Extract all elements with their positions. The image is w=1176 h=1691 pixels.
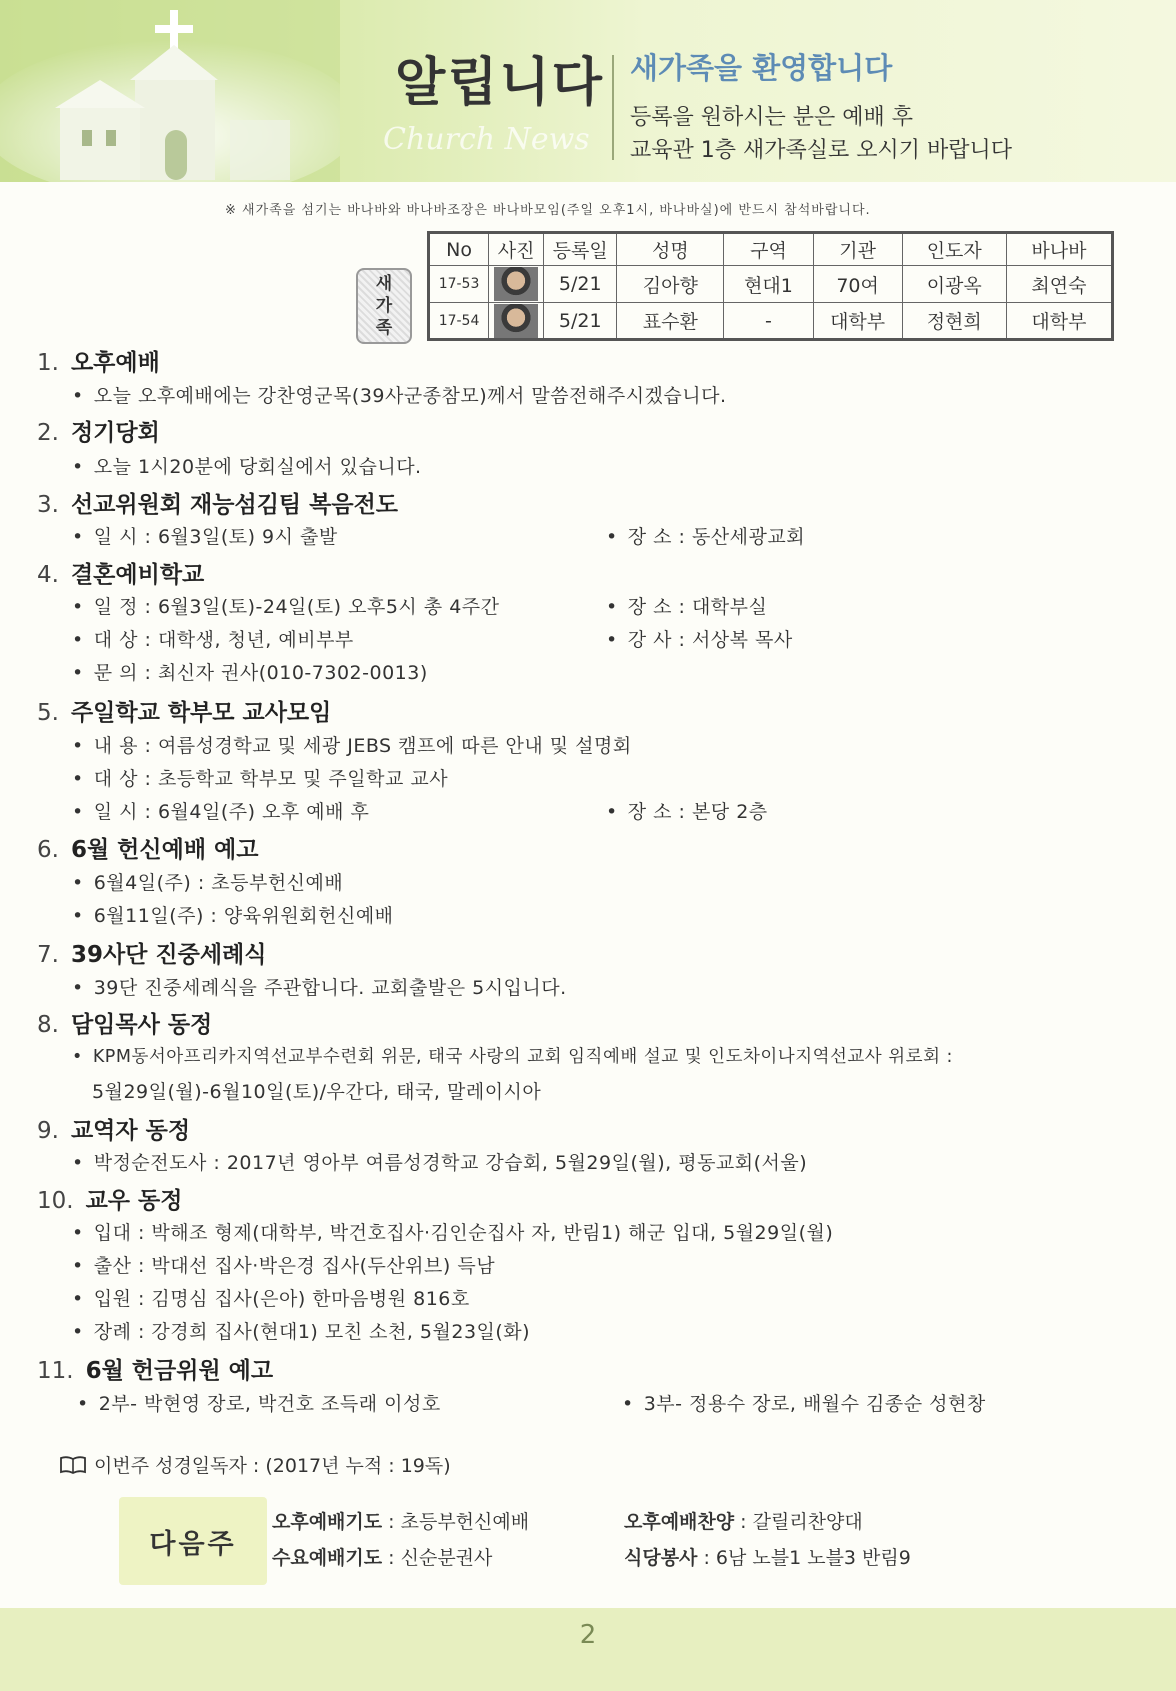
new-family-table (427, 231, 1114, 341)
table-row (429, 303, 1113, 340)
list-item: • KPM동서아프리카지역선교부수련회 위문, 태국 사랑의 교회 임직예배 설교 및 인도차이나지역선교사 위로회 : (72, 1043, 953, 1068)
list-item: • 문 의 : 최신자 권사(010-7302-0013) (72, 658, 428, 685)
cell-name: 표수환 (617, 303, 724, 340)
list-item: • 일 시 : 6월4일(주) 오후 예배 후 (72, 797, 369, 824)
section-number: 10. (37, 1188, 74, 1214)
badge-char: 새 (375, 274, 393, 294)
section-title: 오후예배 (70, 350, 160, 376)
open-book-icon (60, 1456, 86, 1474)
section-title: 6월 헌금위원 예고 (85, 1358, 274, 1384)
badge-char: 가 (375, 296, 393, 316)
section-title: 교우 동정 (85, 1188, 183, 1214)
list-item: • 출산 : 박대선 집사·박은경 집사(두산위브) 득남 (72, 1251, 495, 1278)
cell-date: 5/21 (544, 266, 617, 303)
list-item: • 오늘 오후예배에는 강찬영군목(39사군종참모)께서 말씀전해주시겠습니다. (72, 381, 727, 408)
barnabas-notice: ※ 새가족을 섬기는 바나바와 바나바조장은 바나바모임(주일 오후1시, 바나바실)에 반드시 참석바랍니다. (225, 203, 871, 218)
next-week-key: 식당봉사 (624, 1547, 698, 1569)
badge-char: 족 (375, 318, 393, 338)
welcome-line: 교육관 1층 새가족실로 오시기 바랍니다 (630, 138, 1013, 163)
next-week-item (272, 1507, 529, 1534)
page-title: 알립니다 (395, 52, 604, 113)
bible-reading (60, 1451, 451, 1478)
section-number: 1. (37, 350, 59, 376)
header-divider (612, 55, 614, 160)
cell-barnabas: 최연숙 (1006, 266, 1112, 303)
next-week-value: : 갈릴리찬양대 (734, 1511, 863, 1533)
section-heading (37, 936, 267, 969)
list-item: • 6월11일(주) : 양육위원회헌신예배 (72, 901, 394, 928)
list-item: • 입원 : 김명심 집사(은아) 한마음병원 816호 (72, 1284, 470, 1311)
list-item: • 강 사 : 서상복 목사 (606, 625, 793, 652)
member-photo (494, 304, 538, 338)
list-item: • 일 시 : 6월3일(토) 9시 출발 (72, 522, 338, 549)
list-item: • 박정순전도사 : 2017년 영아부 여름성경학교 강습회, 5월29일(월), 평동교회(서울) (72, 1148, 807, 1175)
member-photo (494, 267, 538, 301)
section-title: 결혼예비학교 (70, 562, 205, 588)
list-item: • 대 상 : 초등학교 학부모 및 주일학교 교사 (72, 764, 448, 791)
next-week-item (624, 1507, 863, 1534)
bible-reading-text: 이번주 성경일독자 : (2017년 누적 : 19독) (94, 1455, 451, 1477)
column-header: 바나바 (1006, 233, 1112, 266)
section-heading (37, 694, 331, 727)
section-number: 3. (37, 492, 59, 518)
column-header: 성명 (617, 233, 724, 266)
section-title: 주일학교 학부모 교사모임 (70, 700, 332, 726)
section-heading (37, 556, 204, 589)
section-title: 선교위원회 재능섬김팀 복음전도 (70, 492, 399, 518)
list-item: • 내 용 : 여름성경학교 및 세광 JEBS 캠프에 따른 안내 및 설명회 (72, 731, 632, 758)
section-heading (37, 414, 160, 447)
page-subtitle: Church News (383, 122, 590, 157)
cell-zone: - (724, 303, 813, 340)
next-week-value: : 신순분권사 (382, 1547, 493, 1569)
section-heading (37, 344, 160, 377)
next-week-value: : 초등부헌신예배 (382, 1511, 530, 1533)
cell-barnabas: 대학부 (1006, 303, 1112, 340)
welcome-title: 새가족을 환영합니다 (630, 51, 893, 85)
section-title: 정기당회 (70, 420, 160, 446)
column-header: 인도자 (902, 233, 1006, 266)
next-week-key: 수요예배기도 (272, 1547, 383, 1569)
section-number: 4. (37, 562, 59, 588)
list-item: • 39단 진중세례식을 주관합니다. 교회출발은 5시입니다. (72, 973, 567, 1000)
list-item: • 입대 : 박해조 형제(대학부, 박건호집사·김인순집사 자, 반림1) 해군 입대, 5월29일(월) (72, 1218, 833, 1245)
section-number: 2. (37, 420, 59, 446)
welcome-line: 등록을 원하시는 분은 예배 후 (630, 105, 913, 130)
section-number: 11. (37, 1358, 74, 1384)
list-item: • 일 정 : 6월3일(토)-24일(토) 오후5시 총 4주간 (72, 592, 500, 619)
section-title: 담임목사 동정 (70, 1012, 213, 1038)
section-heading (37, 831, 259, 864)
next-week-item (624, 1543, 911, 1570)
section-title: 교역자 동정 (70, 1118, 191, 1144)
cell-no: 17-53 (429, 266, 489, 303)
table-row (429, 266, 1113, 303)
cell-guide: 이광옥 (902, 266, 1006, 303)
section-heading (37, 1112, 190, 1145)
next-week-value: : 6남 노블1 노블3 반림9 (697, 1547, 911, 1569)
cell-zone: 현대1 (724, 266, 813, 303)
column-header: 구역 (724, 233, 813, 266)
list-item: • 6월4일(주) : 초등부헌신예배 (72, 868, 343, 895)
column-header: 사진 (489, 233, 544, 266)
column-header: 등록일 (544, 233, 617, 266)
section-number: 9. (37, 1118, 59, 1144)
cell-date: 5/21 (544, 303, 617, 340)
section-heading (37, 1182, 182, 1215)
cell-name: 김아향 (617, 266, 724, 303)
list-item: • 장 소 : 본당 2층 (606, 797, 768, 824)
page-header (0, 0, 1176, 182)
next-week-key: 오후예배찬양 (624, 1511, 735, 1533)
new-family-badge (356, 268, 412, 344)
church-illustration (0, 0, 340, 182)
column-header: 기관 (813, 233, 902, 266)
list-item: • 오늘 1시20분에 당회실에서 있습니다. (72, 452, 422, 479)
column-header: No (429, 233, 489, 266)
list-item: • 대 상 : 대학생, 청년, 예비부부 (72, 625, 354, 652)
section-title: 6월 헌신예배 예고 (70, 837, 259, 863)
section-heading (37, 1352, 273, 1385)
table-header-row (429, 233, 1113, 266)
next-week-label: 다음주 (119, 1497, 267, 1585)
cell-org: 70여 (813, 266, 902, 303)
section-heading (37, 1006, 212, 1039)
page-number: 2 (579, 1620, 597, 1650)
cell-guide: 정현희 (902, 303, 1006, 340)
list-item: • 3부- 정용수 장로, 배월수 김종순 성현창 (622, 1389, 986, 1416)
list-item: • 장 소 : 대학부실 (606, 592, 767, 619)
cell-no: 17-54 (429, 303, 489, 340)
next-week-item (272, 1543, 492, 1570)
section-heading (37, 486, 398, 519)
cell-org: 대학부 (813, 303, 902, 340)
list-item-continued: 5월29일(월)-6월10일(토)/우간다, 태국, 말레이시아 (92, 1081, 542, 1103)
list-item: • 장례 : 강경희 집사(현대1) 모친 소천, 5월23일(화) (72, 1317, 530, 1344)
next-week-key: 오후예배기도 (272, 1511, 383, 1533)
section-number: 6. (37, 837, 59, 863)
section-title: 39사단 진중세례식 (70, 942, 267, 968)
list-item: • 2부- 박현영 장로, 박건호 조득래 이성호 (77, 1389, 441, 1416)
list-item: • 장 소 : 동산세광교회 (606, 522, 805, 549)
section-number: 8. (37, 1012, 59, 1038)
section-number: 5. (37, 700, 59, 726)
cell-photo (489, 266, 544, 303)
section-number: 7. (37, 942, 59, 968)
cell-photo (489, 303, 544, 340)
